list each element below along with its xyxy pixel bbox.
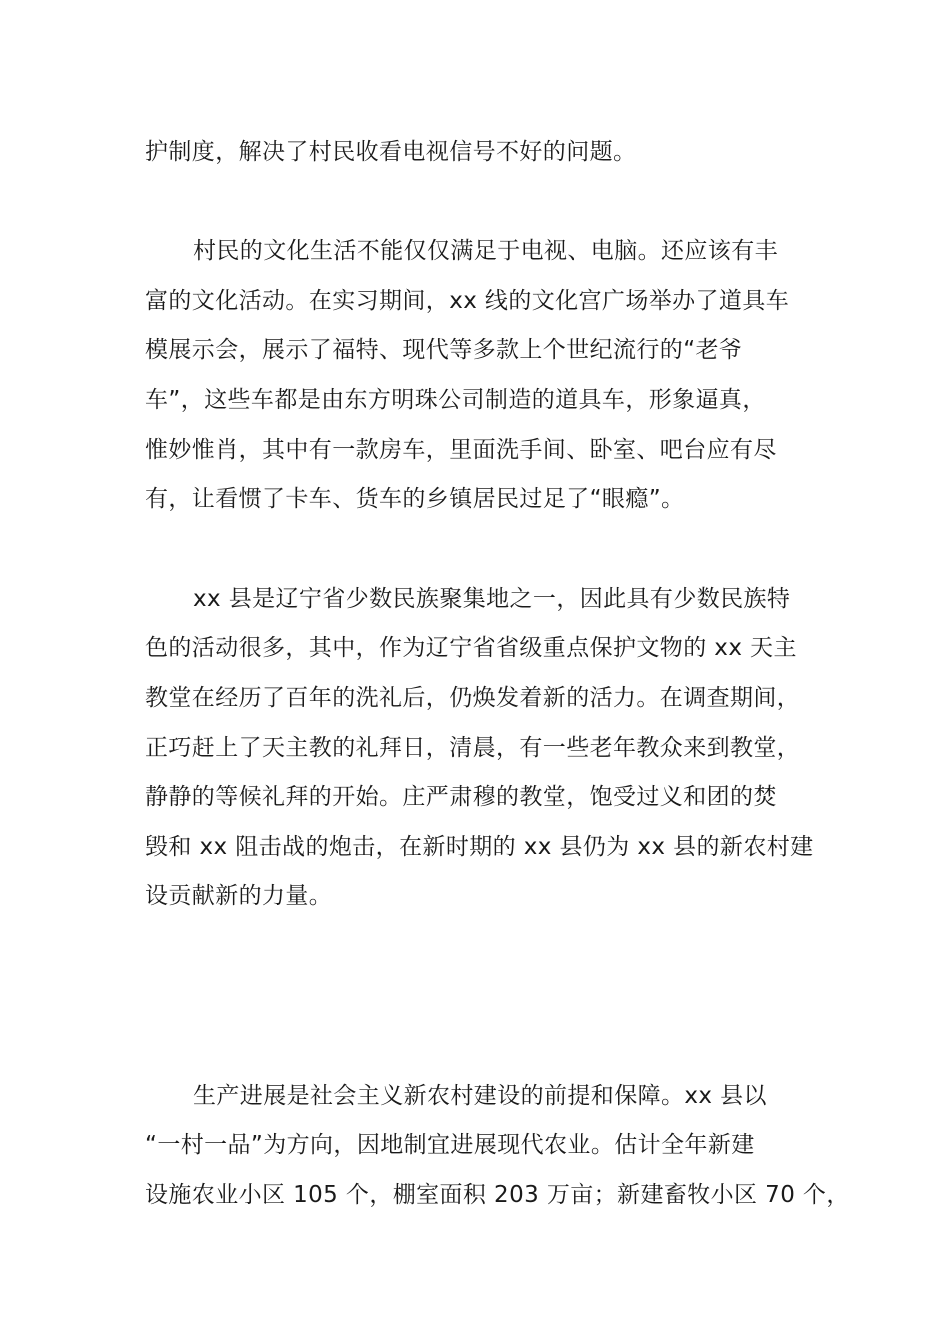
- paragraph-2-line-4: 车”，这些车都是由东方明珠公司制造的道具车，形象逼真，: [145, 387, 766, 413]
- paragraph-3-line-2: 色的活动很多，其中，作为辽宁省省级重点保护文物的 xx 天主: [145, 635, 797, 661]
- paragraph-2-line-3: 模展示会，展示了福特、现代等多款上个世纪流行的“老爷: [145, 337, 743, 363]
- paragraph-2-line-6: 有，让看惯了卡车、货车的乡镇居民过足了“眼瘾”。: [145, 486, 685, 512]
- paragraph-2-line-1: 村民的文化生活不能仅仅满足于电视、电脑。还应该有丰: [193, 238, 778, 264]
- paragraph-3-line-6: 毁和 xx 阻击战的炮击，在新时期的 xx 县仍为 xx 县的新农村建: [145, 834, 814, 860]
- paragraph-1-line-1: 护制度，解决了村民收看电视信号不好的问题。: [145, 139, 637, 165]
- paragraph-4-line-1: 生产进展是社会主义新农村建设的前提和保障。xx 县以: [193, 1083, 767, 1109]
- paragraph-3-line-1: xx 县是辽宁省少数民族聚集地之一，因此具有少数民族特: [193, 586, 791, 612]
- paragraph-2-line-2: 富的文化活动。在实习期间，xx 线的文化宫广场举办了道具车: [145, 288, 790, 314]
- paragraph-2-line-5: 惟妙惟肖，其中有一款房车，里面洗手间、卧室、吧台应有尽: [145, 437, 777, 463]
- paragraph-3-line-4: 正巧赶上了天主教的礼拜日，清晨，有一些老年教众来到教堂，: [145, 735, 801, 761]
- paragraph-3-line-7: 设贡献新的力量。: [145, 883, 333, 909]
- paragraph-4-line-2: “一村一品”为方向，因地制宜进展现代农业。估计全年新建: [145, 1132, 755, 1158]
- paragraph-3-line-3: 教堂在经历了百年的洗礼后，仍焕发着新的活力。在调查期间，: [145, 685, 801, 711]
- paragraph-4-line-3: 设施农业小区 105 个，棚室面积 203 万亩；新建畜牧小区 70 个，: [145, 1182, 850, 1208]
- paragraph-3-line-5: 静静的等候礼拜的开始。庄严肃穆的教堂，饱受过义和团的焚: [145, 784, 777, 810]
